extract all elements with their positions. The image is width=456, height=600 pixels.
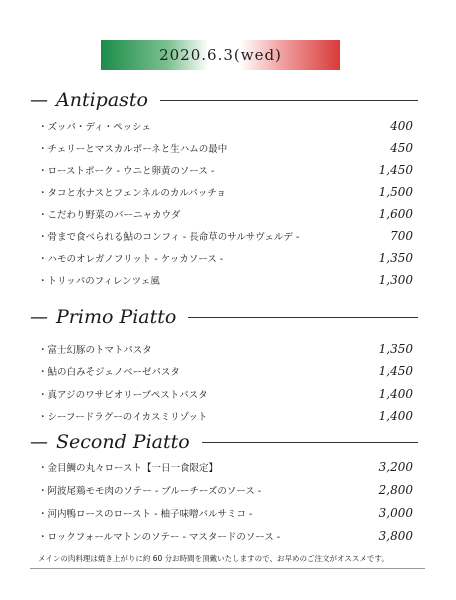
section-title: Antipasto [56,89,148,111]
menu-item-name: ・阿波尾鶏モモ肉のソテー - ブルーチーズのソース - [38,486,262,497]
menu-item-price: 400 [390,119,413,133]
menu-item [38,407,413,425]
menu-item [38,458,413,476]
menu-item [38,161,413,179]
menu-item-price: 1,450 [378,163,413,177]
section-header-antipasto [30,88,418,112]
menu-item [38,139,413,157]
menu-item-name: ・骨まで食べられる鮎のコンフィ - 長命草のサルサヴェルデ - [38,232,300,243]
menu-item-price: 450 [390,141,413,155]
menu-item-name: ・真アジのワサビオリーブペストパスタ [38,390,208,401]
menu-item [38,117,413,135]
menu-date: 2020.6.3(wed) [159,46,282,64]
bottom-divider [30,568,425,569]
menu-item-name: ・ロックフォールマトンのソテー - マスタードのソース - [38,532,281,543]
section-dash: — [30,306,48,328]
menu-item [38,205,413,223]
menu-item-name: ・鮎の白みそジェノベーゼパスタ [38,367,180,378]
menu-item-name: ・タコと水ナスとフェンネルのカルパッチョ [38,188,226,199]
menu-item-price: 700 [390,229,413,243]
menu-item-price: 3,800 [378,529,413,543]
section-dash: — [30,89,48,111]
menu-item [38,385,413,403]
menu-item-price: 1,300 [378,273,413,287]
menu-item-price: 3,000 [378,506,413,520]
menu-item [38,362,413,380]
date-banner [101,40,340,70]
menu-item [38,271,413,289]
menu-item [38,183,413,201]
menu-item-name: ・チェリーとマスカルポーネと生ハムの最中 [38,144,228,155]
menu-item-name: ・トリッパのフィレンツェ風 [38,276,160,287]
menu-item [38,504,413,522]
menu-item-price: 1,350 [378,251,413,265]
menu-item-price: 2,800 [378,483,413,497]
menu-item-price: 1,400 [378,409,413,423]
menu-item [38,340,413,358]
menu-item [38,249,413,267]
footer-note: メインの肉料理は焼き上がりに約 60 分お時間を頂戴いたしますので、お早めのご注文がオススメです。 [38,554,389,563]
menu-item-price: 1,500 [378,185,413,199]
menu-item-name: ・河内鴨ロースのロースト - 柚子味噌バルサミコ - [38,509,253,520]
menu-item-price: 1,600 [378,207,413,221]
section-title: Primo Piatto [56,306,177,328]
menu-item-name: ・富士幻豚のトマトパスタ [38,345,152,356]
menu-item-name: ・金目鯛の丸々ロースト【一日一食限定】 [38,463,219,474]
section-rule [188,317,418,318]
menu-item-price: 3,200 [378,460,413,474]
menu-item-price: 1,400 [378,387,413,401]
section-title: Second Piatto [56,431,190,453]
menu-item [38,527,413,545]
menu-item-name: ・ズッパ・ディ・ペッシェ [38,122,151,133]
menu-item-name: ・ローストポーク - ウニと卵黄のソース - [38,166,215,177]
menu-item-name: ・シーフードラグーのイカスミリゾット [38,412,208,423]
menu-item [38,481,413,499]
menu-item [38,227,413,245]
menu-item-name: ・ハモのオレガノフリット - ケッカソース - [38,254,224,265]
section-header-primo-piatto [30,305,418,329]
menu-item-price: 1,450 [378,364,413,378]
section-header-second-piatto [30,430,418,454]
menu-item-name: ・こだわり野菜のバーニャカウダ [38,210,181,221]
menu-item-price: 1,350 [378,342,413,356]
section-dash: — [30,431,48,453]
section-rule [202,442,418,443]
section-rule [160,100,418,101]
